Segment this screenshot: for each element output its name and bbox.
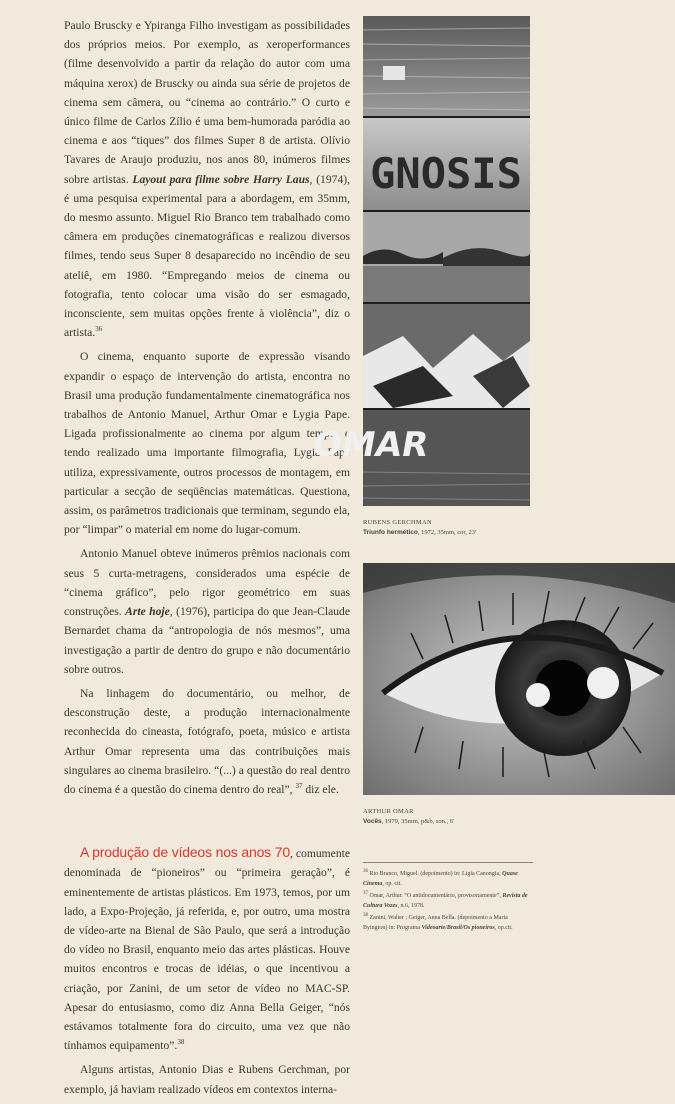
footnote-number: 38 [363, 913, 368, 918]
footnote-ref: 36 [95, 325, 103, 334]
footnote-title: Quase Cinema [363, 871, 518, 887]
footnote-ref: 37 [295, 782, 303, 791]
footnote-number: 37 [363, 891, 368, 896]
eye-illustration [363, 563, 675, 795]
caption-line [363, 817, 454, 827]
caption-line [363, 528, 476, 538]
footnote-text: Rio Branco, Miguel. (depoimento) in: Ligia Canongia, [369, 871, 501, 877]
footnote-number: 36 [363, 869, 368, 874]
film-title: Layout para filme sobre Harry Laus [132, 172, 310, 186]
film-title: Arte hoje [125, 605, 170, 619]
paragraph [64, 544, 350, 678]
gnosis-word: GNOSIS [370, 149, 522, 198]
footnote-ref: 38 [177, 1038, 185, 1047]
section-heading: A produção de vídeos nos anos 70 [80, 844, 290, 861]
text-run: , (1976), participa do que Jean-Claude Bernardet chama da “antropologia de nós mesmos”, uma investigação a partir de dentro do grupo e não documentário sobre outros. [64, 605, 350, 676]
footnote [363, 889, 533, 911]
footnote-text: Omar, Arthur. “O antidocumentário, provisoriamente”, [369, 893, 501, 899]
paragraph [64, 843, 350, 1055]
footnote-text: , op.cit. [494, 924, 513, 931]
footnote-text: Zanini, Walter ; Geiger, Anna Bella. (depoimento a Maria Byington) in: Programa [363, 915, 508, 931]
text-run: diz ele. [302, 782, 339, 796]
text-run: , (1974), é uma pesquisa experimental para a abordagem, em 35mm, do mesmo assunto. Miguel Rio Branco tem trabalhado como câmera em produções cinematográficas e realizou diversos filmes, tendo seus Super 8 desaparecido no incêndio de seu ateliê, em 1980. “Empregando meios de cinema ou fotografia, tento colocar uma visão do ser esmagado, inconsciente, sem muitas opções frente à violência”, diz o artista. [64, 172, 350, 340]
text-run: Na linhagem do documentário, ou melhor, de desconstrução deste, a produção internacionalmente reconhecida do cineasta, fotógrafo, poeta, músico e artista Arthur Omar representa uma das contribuições mais singulares ao cinema brasileiro. “(...) a questão do real dentro do cinema é a questão do cinema dentro do real”, [64, 686, 350, 796]
text-run: Antonio Manuel obteve inúmeros prêmios nacionais com seus 5 curta-metragens, considerados uma espécie de “cinema gráfico”, pelo rigor geométrico em suas construções. [64, 547, 350, 619]
paragraph: Alguns artistas, Antonio Dias e Rubens Gerchman, por exemplo, já haviam realizado vídeos em contextos interna- [64, 1063, 350, 1096]
text-run: Paulo Bruscky e Ypiranga Filho investigam as possibilidades dos próprios meios. Por exemplo, as xeroperformances (filme desenvolvido a partir da relação do autor com uma máquina xerox) de Bruscky ou ainda sua série de projetos de cinema sem câmera, ou “cinema ao contrário.” O curto e único filme de Carlos Zílio é uma bem-humorada paródia ao cinema e aos “tiques” dos filmes Super 8 de artista. Olívio Tavares de Araujo produziu, nos anos 80, inúmeros filmes sobre artistas. [64, 19, 350, 186]
footnote-title: Revista de Cultura Vozes [363, 893, 528, 909]
figure-caption [363, 518, 476, 538]
caption-work-title: Vocês [363, 818, 382, 825]
eye-still-image [363, 563, 675, 795]
footnotes [363, 862, 533, 933]
paragraph [64, 684, 350, 799]
paragraph: O cinema, enquanto suporte de expressão visando expandir o espaço de intervenção do artista, encontra no Brasil uma produção fundamentalmente cinematográfica nos trabalhos de Antonio Manuel, Arthur Omar e Lygia Pape. Ligada profissionalmente ao cinema por algum tempo, e tendo realizado uma importante filmografia, Lygia Pape utiliza, expressivamente, outros processos de montagem, em particular a secção de seqüências matemáticas. Questiona, assim, os parâmetros tradicionais que terminam, segundo ela, por “limpar” o material em nome do lugar-comum. [64, 350, 350, 537]
film-strip-image [309, 16, 530, 506]
caption-artist: RUBENS GERCHMAN [363, 519, 432, 526]
caption-work-title: Triunfo hermético [363, 529, 418, 536]
figure-caption [363, 807, 454, 827]
caption-details: , 1979, 35mm, p&b, son., 6' [381, 818, 455, 825]
footnote-rule [363, 862, 533, 863]
text-run: , comumente denominada de “pioneiros” ou “primeira geração”, é eminentemente de artistas plásticos. Em 1973, temos, por um lado, a Expo-Projeção, já referida, e, por outro, uma mostra de vídeo-arte na Bienal de São Paulo, que será a introdução do vídeo no Brasil, enquanto meio das artes plásticas. Houve muitos encontros e trocas de idéias, o que incentivou a criação, por Zanini, de um setor de vídeo no MAC-SP. Apesar do entusiasmo, como diz Anna Bella Geiger, “nós estávamos totalmente fora do circuito, uma vez que não tínhamos equipamento”. [64, 847, 350, 1053]
omar-word: OMAR [309, 425, 432, 465]
caption-details: , 1972, 35mm, cor, 23' [417, 529, 477, 536]
footnote [363, 867, 533, 889]
paragraph [64, 16, 350, 342]
footnote-title: Videoarte/Brasil/Os pioneiros [421, 924, 495, 931]
footnote [363, 911, 533, 933]
film-stills-illustration [309, 16, 530, 506]
article-body [64, 16, 350, 1104]
caption-artist: ARTHUR OMAR [363, 808, 414, 815]
footnote-text: , n.6, 1978. [397, 902, 425, 909]
footnote-text: , op. cit. [382, 880, 402, 887]
